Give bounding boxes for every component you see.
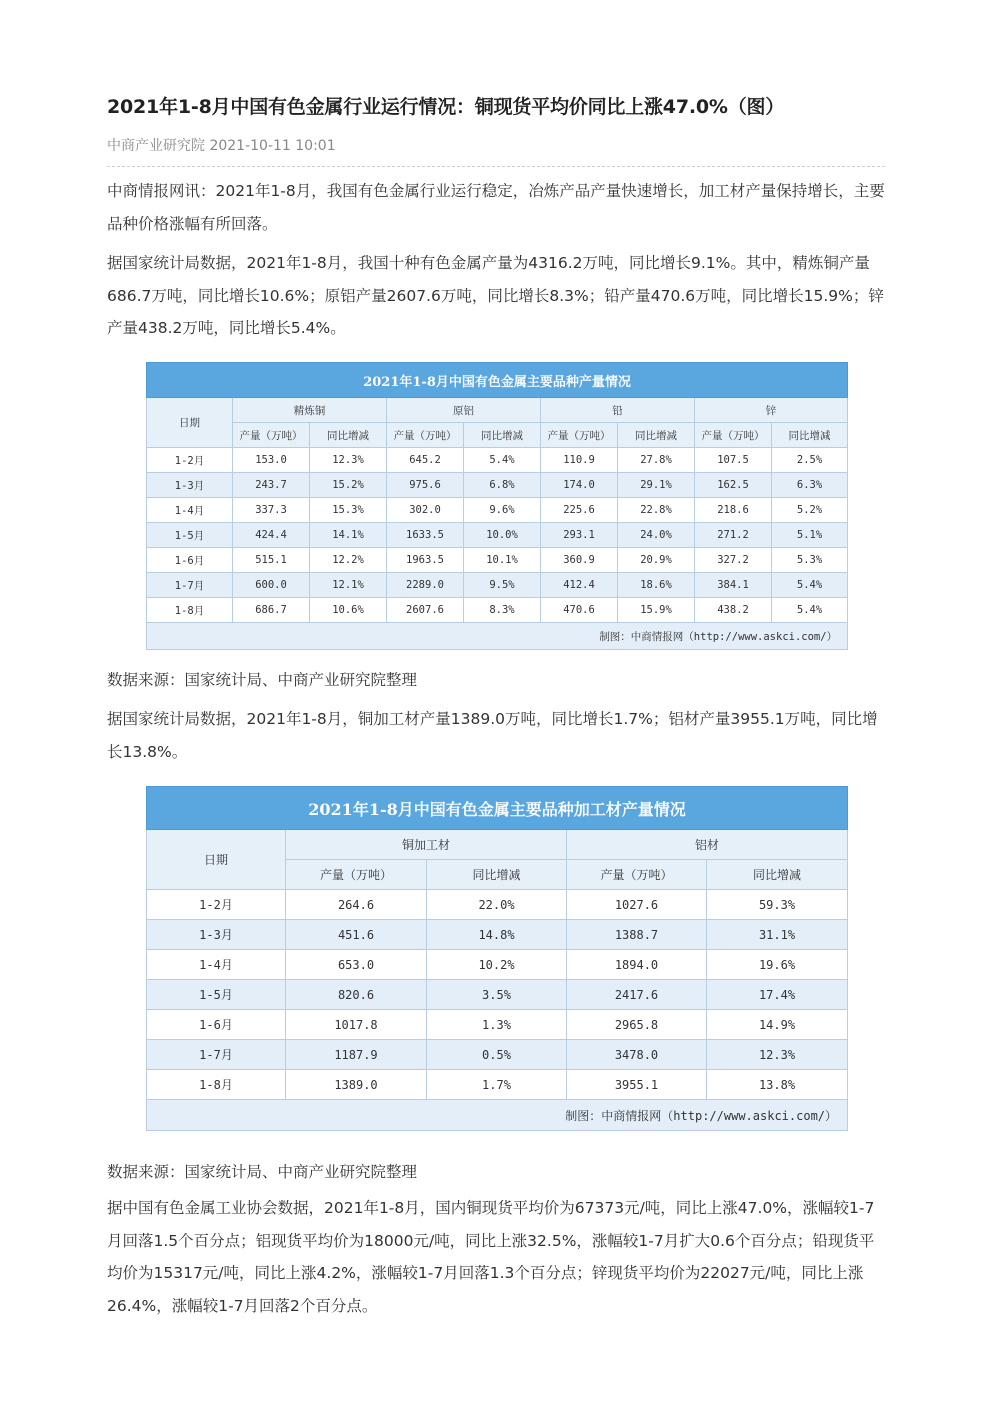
- table-row: [147, 598, 848, 623]
- value-cell: 10.6%: [310, 598, 387, 623]
- value-cell: 686.7: [233, 598, 310, 623]
- source-note-1: 数据来源：国家统计局、中商产业研究院整理: [107, 671, 418, 689]
- value-cell: 271.2: [695, 523, 772, 548]
- value-cell: 5.4%: [772, 598, 848, 623]
- value-cell: 438.2: [695, 598, 772, 623]
- table-row: [147, 1010, 848, 1040]
- value-cell: 20.9%: [618, 548, 695, 573]
- value-cell: 424.4: [233, 523, 310, 548]
- period-cell: 1-4月: [147, 950, 286, 980]
- value-cell: 293.1: [541, 523, 618, 548]
- column-header: 产量（万吨）: [567, 860, 707, 890]
- period-cell: 1-5月: [147, 980, 286, 1010]
- value-cell: 1389.0: [286, 1070, 427, 1100]
- period-header: 日期: [147, 830, 286, 890]
- period-cell: 1-6月: [147, 548, 233, 573]
- period-cell: 1-6月: [147, 1010, 286, 1040]
- value-cell: 218.6: [695, 498, 772, 523]
- value-cell: 12.2%: [310, 548, 387, 573]
- value-cell: 264.6: [286, 890, 427, 920]
- column-header: 产量（万吨）: [541, 423, 618, 448]
- value-cell: 1.3%: [427, 1010, 567, 1040]
- paragraph-processed: 据国家统计局数据，2021年1-8月，铜加工材产量1389.0万吨，同比增长1.7%；铝材产量3955.1万吨，同比增长13.8%。: [107, 710, 878, 761]
- period-cell: 1-8月: [147, 1070, 286, 1100]
- column-header: 同比增减: [618, 423, 695, 448]
- column-header: 产量（万吨）: [387, 423, 464, 448]
- value-cell: 12.3%: [707, 1040, 848, 1070]
- paragraph-intro: 中商情报网讯：2021年1-8月，我国有色金属行业运行稳定，冶炼产品产量快速增长，加工材产量保持增长，主要品种价格涨幅有所回落。: [107, 182, 885, 233]
- value-cell: 645.2: [387, 448, 464, 473]
- value-cell: 59.3%: [707, 890, 848, 920]
- table-row: [147, 980, 848, 1010]
- column-header: 产量（万吨）: [286, 860, 427, 890]
- value-cell: 9.5%: [464, 573, 541, 598]
- group-header: 原铝: [387, 398, 541, 423]
- period-cell: 1-2月: [147, 448, 233, 473]
- column-header: 同比增减: [427, 860, 567, 890]
- value-cell: 653.0: [286, 950, 427, 980]
- value-cell: 18.6%: [618, 573, 695, 598]
- value-cell: 15.9%: [618, 598, 695, 623]
- value-cell: 302.0: [387, 498, 464, 523]
- value-cell: 153.0: [233, 448, 310, 473]
- value-cell: 0.5%: [427, 1040, 567, 1070]
- value-cell: 243.7: [233, 473, 310, 498]
- value-cell: 2965.8: [567, 1010, 707, 1040]
- value-cell: 110.9: [541, 448, 618, 473]
- period-cell: 1-7月: [147, 1040, 286, 1070]
- table-row: [147, 448, 848, 473]
- value-cell: 2607.6: [387, 598, 464, 623]
- value-cell: 1388.7: [567, 920, 707, 950]
- value-cell: 2.5%: [772, 448, 848, 473]
- value-cell: 6.3%: [772, 473, 848, 498]
- table-row: [147, 1070, 848, 1100]
- table-row: [147, 523, 848, 548]
- value-cell: 22.0%: [427, 890, 567, 920]
- value-cell: 29.1%: [618, 473, 695, 498]
- period-cell: 1-8月: [147, 598, 233, 623]
- value-cell: 5.3%: [772, 548, 848, 573]
- value-cell: 1633.5: [387, 523, 464, 548]
- group-header: 锌: [695, 398, 848, 423]
- article-meta: [107, 135, 336, 155]
- value-cell: 15.2%: [310, 473, 387, 498]
- table-row: [147, 920, 848, 950]
- value-cell: 515.1: [233, 548, 310, 573]
- value-cell: 12.1%: [310, 573, 387, 598]
- value-cell: 162.5: [695, 473, 772, 498]
- column-header: 同比增减: [707, 860, 848, 890]
- value-cell: 14.1%: [310, 523, 387, 548]
- value-cell: 1963.5: [387, 548, 464, 573]
- value-cell: 174.0: [541, 473, 618, 498]
- value-cell: 8.3%: [464, 598, 541, 623]
- table-row: [147, 950, 848, 980]
- column-header: 同比增减: [464, 423, 541, 448]
- value-cell: 360.9: [541, 548, 618, 573]
- table-credit: 制图：中商情报网（http://www.askci.com/）: [147, 623, 848, 650]
- value-cell: 22.8%: [618, 498, 695, 523]
- value-cell: 412.4: [541, 573, 618, 598]
- period-cell: 1-2月: [147, 890, 286, 920]
- value-cell: 6.8%: [464, 473, 541, 498]
- column-header: 同比增减: [310, 423, 387, 448]
- value-cell: 1017.8: [286, 1010, 427, 1040]
- value-cell: 12.3%: [310, 448, 387, 473]
- value-cell: 975.6: [387, 473, 464, 498]
- table-caption: 2021年1-8月中国有色金属主要品种产量情况: [147, 363, 848, 398]
- value-cell: 3478.0: [567, 1040, 707, 1070]
- period-cell: 1-3月: [147, 473, 233, 498]
- value-cell: 13.8%: [707, 1070, 848, 1100]
- group-header: 铝材: [567, 830, 848, 860]
- title-divider: [107, 166, 885, 167]
- table-row: [147, 548, 848, 573]
- value-cell: 14.9%: [707, 1010, 848, 1040]
- source-note-2: 数据来源：国家统计局、中商产业研究院整理: [107, 1163, 418, 1181]
- value-cell: 1.7%: [427, 1070, 567, 1100]
- sub-header-row: [147, 423, 848, 448]
- value-cell: 820.6: [286, 980, 427, 1010]
- value-cell: 5.1%: [772, 523, 848, 548]
- value-cell: 31.1%: [707, 920, 848, 950]
- value-cell: 2417.6: [567, 980, 707, 1010]
- value-cell: 2289.0: [387, 573, 464, 598]
- value-cell: 5.4%: [772, 573, 848, 598]
- value-cell: 17.4%: [707, 980, 848, 1010]
- value-cell: 15.3%: [310, 498, 387, 523]
- group-header: 精炼铜: [233, 398, 387, 423]
- value-cell: 3.5%: [427, 980, 567, 1010]
- table-row: [147, 890, 848, 920]
- value-cell: 600.0: [233, 573, 310, 598]
- value-cell: 451.6: [286, 920, 427, 950]
- group-header: 铜加工材: [286, 830, 567, 860]
- value-cell: 5.4%: [464, 448, 541, 473]
- period-header: 日期: [147, 398, 233, 448]
- period-cell: 1-7月: [147, 573, 233, 598]
- table-processed-output: [146, 786, 848, 1131]
- column-header: 同比增减: [772, 423, 848, 448]
- value-cell: 470.6: [541, 598, 618, 623]
- table-caption: 2021年1-8月中国有色金属主要品种加工材产量情况: [147, 787, 848, 830]
- paragraph-prices: 据中国有色金属工业协会数据，2021年1-8月，国内铜现货平均价为67373元/吨，同比上涨47.0%，涨幅较1-7月回落1.5个百分点；铝现货平均价为18000元/吨，同比上涨32.5%，涨幅较1-7月扩大0.6个百分点；铅现货平均价为15317元/吨，同比上涨4.2%，涨幅较1-7月回落1.3个百分点；锌现货平均价为22027元/吨，同比上涨26.4%，涨幅较1-7月回落2个百分点。: [107, 1199, 875, 1315]
- value-cell: 3955.1: [567, 1070, 707, 1100]
- value-cell: 19.6%: [707, 950, 848, 980]
- table-row: [147, 498, 848, 523]
- value-cell: 14.8%: [427, 920, 567, 950]
- value-cell: 1187.9: [286, 1040, 427, 1070]
- group-header: 铅: [541, 398, 695, 423]
- value-cell: 24.0%: [618, 523, 695, 548]
- table-smelting-output: [146, 362, 848, 650]
- value-cell: 1894.0: [567, 950, 707, 980]
- article-source[interactable]: 中商产业研究院: [107, 138, 205, 154]
- value-cell: 225.6: [541, 498, 618, 523]
- table-row: [147, 1040, 848, 1070]
- article-title: 2021年1-8月中国有色金属行业运行情况：铜现货平均价同比上涨47.0%（图）: [107, 96, 785, 118]
- period-cell: 1-3月: [147, 920, 286, 950]
- value-cell: 384.1: [695, 573, 772, 598]
- value-cell: 5.2%: [772, 498, 848, 523]
- value-cell: 327.2: [695, 548, 772, 573]
- column-header: 产量（万吨）: [233, 423, 310, 448]
- value-cell: 10.2%: [427, 950, 567, 980]
- table-credit: 制图：中商情报网（http://www.askci.com/）: [147, 1100, 848, 1131]
- paragraph-output: 据国家统计局数据，2021年1-8月，我国十种有色金属产量为4316.2万吨，同比增长9.1%。其中，精炼铜产量686.7万吨，同比增长10.6%；原铝产量2607.6万吨，同比增长8.3%；铅产量470.6万吨，同比增长15.9%；锌产量438.2万吨，同比增长5.4%。: [107, 254, 884, 337]
- value-cell: 10.0%: [464, 523, 541, 548]
- value-cell: 1027.6: [567, 890, 707, 920]
- table-row: [147, 573, 848, 598]
- value-cell: 10.1%: [464, 548, 541, 573]
- article-datetime: 2021-10-11 10:01: [209, 138, 336, 154]
- table-row: [147, 473, 848, 498]
- period-cell: 1-5月: [147, 523, 233, 548]
- column-header: 产量（万吨）: [695, 423, 772, 448]
- value-cell: 337.3: [233, 498, 310, 523]
- value-cell: 107.5: [695, 448, 772, 473]
- value-cell: 27.8%: [618, 448, 695, 473]
- period-cell: 1-4月: [147, 498, 233, 523]
- value-cell: 9.6%: [464, 498, 541, 523]
